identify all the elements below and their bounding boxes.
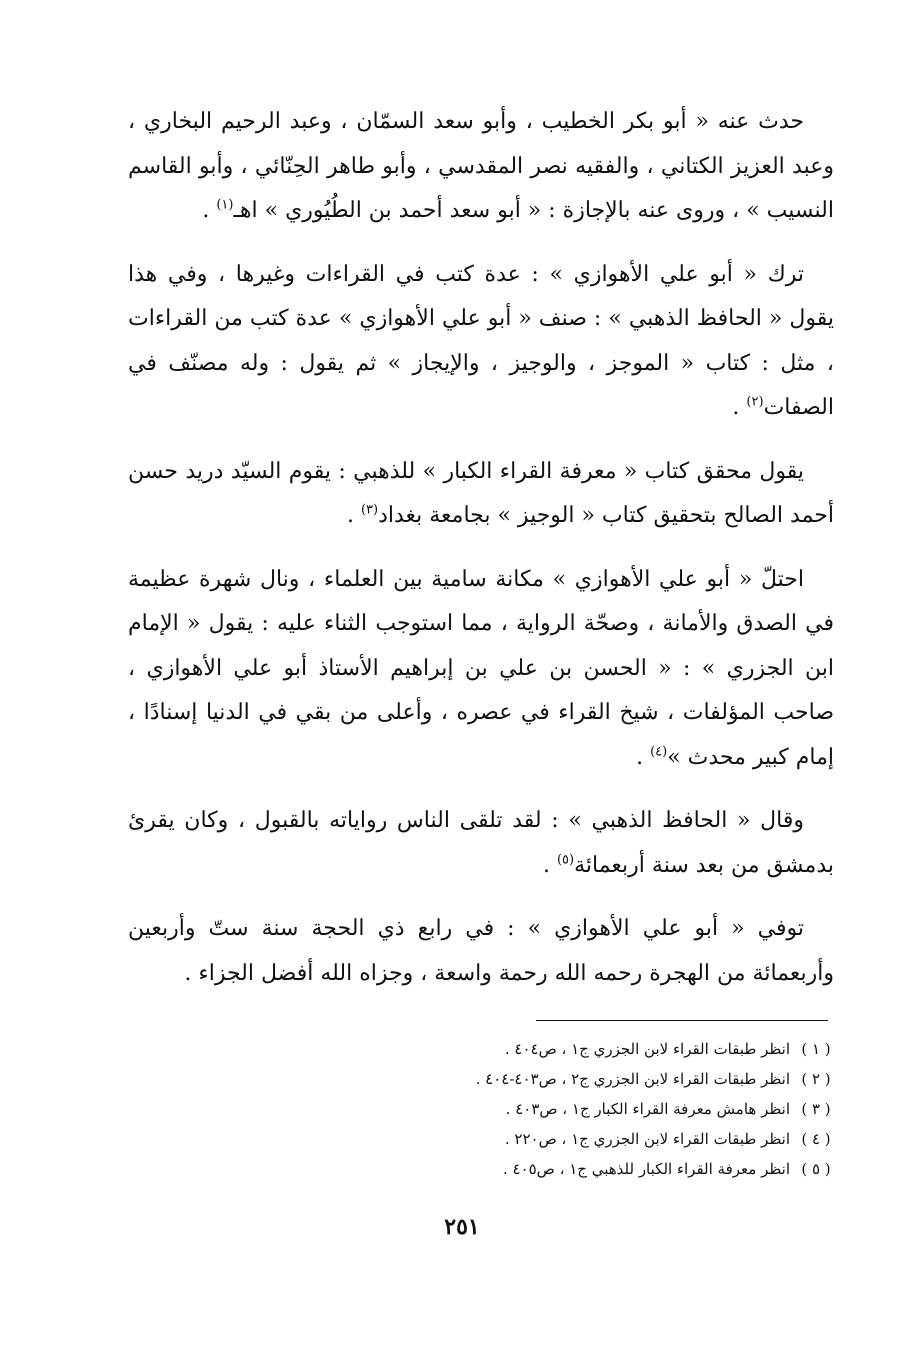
footnote-reference: (٤) [650, 744, 668, 760]
footnote [300, 1154, 836, 1184]
footnote-text: انظر طبقات القراء لابن الجزري ج٢ ، ص٤٠٣-٤٠٤ . [475, 1070, 790, 1088]
footnote-reference: (٥) [556, 852, 575, 868]
paragraph-text: حدث عنه « أبو بكر الخطيب ، وأبو سعد السمّان ، وعبد الرحيم البخاري ، وعبد العزيز الكتاني ، والفقيه نصر المقدسي ، وأبو طاهر الحِنّائي ، وأبو القاسم النسيب » ، وروى عنه بالإجازة : « أبو سعد أحمد بن الطُيُوري » اهـ [128, 109, 834, 223]
footnote-reference: (١) [216, 197, 234, 213]
paragraph [128, 799, 834, 888]
paragraph-end: . [542, 852, 557, 878]
footnote [300, 1034, 836, 1064]
footnote [300, 1094, 836, 1124]
paragraph-end: . [202, 198, 217, 223]
footnote [300, 1064, 836, 1094]
footnote-number: ( ٥ ) [801, 1160, 831, 1178]
footnote-text: انظر معرفة القراء الكبار للذهبي ج١ ، ص٤٠٥ . [502, 1160, 790, 1178]
paragraph-end: . [636, 744, 651, 770]
paragraph [128, 558, 834, 781]
paragraph-end: . [732, 395, 747, 420]
paragraph-text: احتلّ « أبو علي الأهوازي » مكانة سامية بين العلماء ، ونال شهرة عظيمة في الصدق والأمانة ، وصحّة الرواية ، مما استوجب الثناء عليه : يقول « الإمام ابن الجزري » : « الحسن بن علي بن إبراهيم الأستاذ أبو علي الأهوازي ، صاحب المؤلفات ، شيخ القراء في عصره ، وأعلى من بقي في الدنيا إسنادًا ، إمام كبير محدث » [128, 566, 834, 770]
footnote-number: ( ٣ ) [801, 1100, 831, 1118]
footnote-number: ( ١ ) [801, 1040, 831, 1058]
footnotes [300, 1034, 836, 1184]
paragraph [128, 100, 834, 234]
paragraph-text: يقول محقق كتاب « معرفة القراء الكبار » للذهبي : يقوم السيّد دريد حسن أحمد الصالح بتحقيق كتاب « الوجيز » بجامعة بغداد [128, 458, 834, 528]
footnote-reference: (٣) [360, 502, 379, 518]
paragraph-end: . [346, 503, 361, 528]
paragraph [128, 253, 834, 431]
paragraph-text: وقال « الحافظ الذهبي » : لقد تلقى الناس رواياته بالقبول ، وكان يقرئ بدمشق من بعد سنة أربعمائة [128, 808, 834, 878]
main-text [128, 100, 834, 996]
footnote-text: انظر طبقات القراء لابن الجزري ج١ ، ص٢٢٠ . [504, 1130, 790, 1148]
paragraph [128, 450, 834, 539]
footnote-reference: (٢) [746, 394, 764, 410]
page-number: ٢٥١ [444, 1214, 480, 1240]
footnote-separator [536, 1020, 828, 1021]
paragraph [128, 907, 834, 996]
paragraph-text: ترك « أبو علي الأهوازي » : عدة كتب في القراءات وغيرها ، وفي هذا يقول « الحافظ الذهبي » : صنف « أبو علي الأهوازي » عدة كتب من القراءات ، مثل : كتاب « الموجز ، والوجيز ، والإيجاز » ثم يقول : وله مصنّف في الصفات [128, 261, 834, 420]
paragraph-text: توفي « أبو علي الأهوازي » : في رابع ذي الحجة سنة ستّ وأربعين وأربعمائة من الهجرة رحمه الله رحمة واسعة ، وجزاه الله أفضل الجزاء . [128, 916, 834, 986]
footnote-text: انظر طبقات القراء لابن الجزري ج١ ، ص٤٠٤ . [504, 1040, 790, 1058]
footnote-number: ( ٢ ) [801, 1070, 831, 1088]
footnote-text: انظر هامش معرفة القراء الكبار ج١ ، ص٤٠٣ . [505, 1100, 790, 1118]
footnote [300, 1124, 836, 1154]
footnote-number: ( ٤ ) [801, 1130, 831, 1148]
